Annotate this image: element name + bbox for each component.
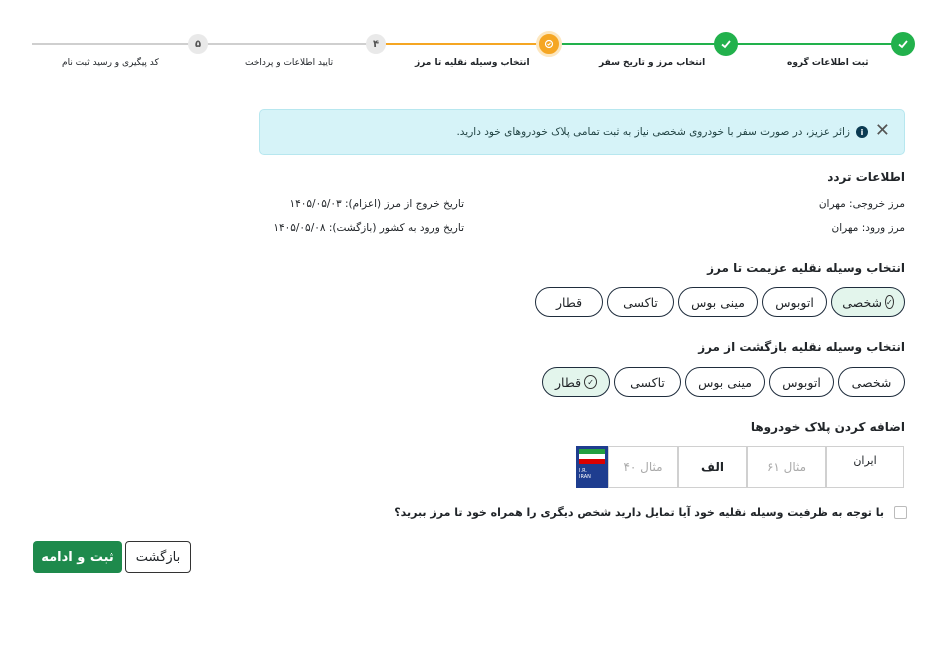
step-4-number: ۴ (366, 34, 386, 54)
entry-border-text: مرز ورود: مهران (831, 222, 905, 234)
outbound-option-taxi[interactable]: تاکسی (607, 287, 674, 317)
step-3-label: انتخاب وسیله نقلیه تا مرز (415, 58, 530, 68)
travel-info-title: اطلاعات تردد (827, 170, 905, 184)
outbound-option-minibus[interactable]: مینی بوس (678, 287, 758, 317)
outbound-vehicle-title: انتخاب وسیله نقلیه عزیمت تا مرز (707, 261, 905, 275)
outbound-option-personal[interactable]: ✓ شخصی (831, 287, 905, 317)
step-2-label: انتخاب مرز و تاریخ سفر (599, 58, 706, 68)
submit-continue-button[interactable]: ثبت و ادامه (33, 541, 122, 573)
check-circle-icon: ✓ (584, 375, 597, 389)
info-icon: i (856, 126, 868, 138)
plates-title: اضافه کردن پلاک خودروها (750, 420, 905, 434)
companion-question[interactable] (394, 506, 907, 519)
progress-stepper (32, 30, 918, 80)
plate-region-input[interactable]: مثال ۶۱ (747, 446, 826, 488)
step-3-active-icon (536, 31, 562, 57)
plate-iran-label: ایران (853, 453, 877, 467)
close-icon[interactable]: ✕ (874, 120, 890, 141)
back-button[interactable]: بازگشت (125, 541, 191, 573)
return-option-bus[interactable]: اتوبوس (769, 367, 834, 397)
exit-date-text: تاریخ خروج از مرز (اعزام): ۱۴۰۵/۰۵/۰۳ (289, 198, 464, 210)
info-alert (259, 109, 905, 155)
outbound-option-bus[interactable]: اتوبوس (762, 287, 827, 317)
step-5-number: ۵ (188, 34, 208, 54)
step-5-label: کد پیگیری و رسید ثبت نام (62, 58, 159, 68)
iran-flag-icon (576, 446, 608, 488)
step-4-label: تایید اطلاعات و پرداخت (245, 58, 334, 68)
step-2-check-icon (714, 32, 738, 56)
outbound-option-train[interactable]: قطار (535, 287, 603, 317)
return-vehicle-options (542, 367, 905, 397)
return-option-train[interactable]: ✓ قطار (542, 367, 610, 397)
step-1-check-icon (891, 32, 915, 56)
plate-number-input[interactable]: مثال ۴۰ (608, 446, 678, 488)
return-option-personal[interactable]: شخصی (838, 367, 905, 397)
alert-text: زائر عزیز، در صورت سفر با خودروی شخصی نیاز به ثبت تمامی پلاک خودروهای خود دارید. (456, 125, 850, 138)
stepper-line-active (386, 43, 550, 45)
return-option-taxi[interactable]: تاکسی (614, 367, 681, 397)
return-option-minibus[interactable]: مینی بوس (685, 367, 765, 397)
plate-letter-select[interactable]: الف (678, 446, 747, 488)
plate-iran-code[interactable] (826, 446, 904, 488)
companion-checkbox[interactable] (894, 506, 907, 519)
flag-caption: I.R. IRAN (579, 468, 591, 480)
exit-border-text: مرز خروجی: مهران (818, 198, 905, 210)
check-circle-icon: ✓ (885, 295, 894, 309)
outbound-vehicle-options (535, 287, 905, 317)
step-1-label: ثبت اطلاعات گروه (787, 58, 869, 68)
alert-content (456, 126, 868, 139)
return-vehicle-title: انتخاب وسیله نقلیه بازگشت از مرز (698, 340, 905, 354)
companion-question-text: با توجه به ظرفیت وسیله نقلیه خود آیا تمایل دارید شخص دیگری را همراه خود تا مرز ببرید؟ (394, 506, 884, 519)
entry-date-text: تاریخ ورود به کشور (بازگشت): ۱۴۰۵/۰۵/۰۸ (273, 222, 464, 234)
